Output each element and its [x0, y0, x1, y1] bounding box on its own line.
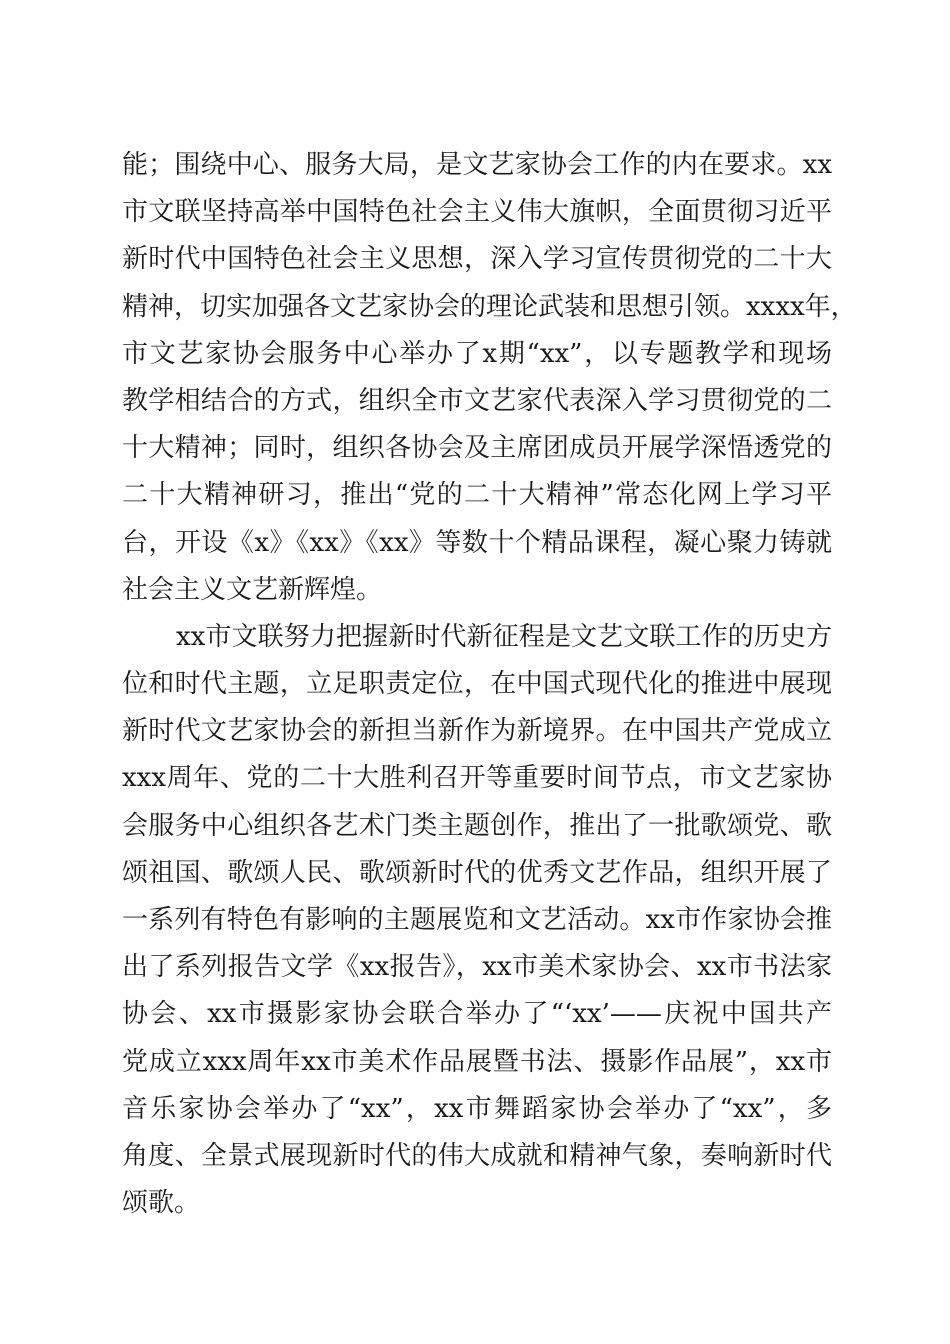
text-line: 教学相结合的方式，组织全市文艺家代表深入学习贯彻党的二 — [122, 385, 832, 416]
paragraph-2 — [122, 614, 832, 1227]
text-line: 角度、全景式展现新时代的伟大成就和精神气象，奏响新时代 — [122, 1140, 832, 1171]
text-line: 十大精神；同时，组织各协会及主席团成员开展学深悟透党的 — [122, 433, 832, 464]
text-line: 颂祖国、歌颂人民、歌颂新时代的优秀文艺作品，组织开展了 — [122, 857, 832, 888]
text-line: 二十大精神研习，推出“党的二十大精神”常态化网上学习平 — [122, 480, 832, 511]
text-line: 音乐家协会举办了“xx”，xx市舞蹈家协会举办了“xx”，多 — [122, 1093, 832, 1124]
text-line: xxx周年、党的二十大胜利召开等重要时间节点，市文艺家协 — [122, 763, 832, 794]
text-line: 台，开设《x》《xx》《xx》等数十个精品课程，凝心聚力铸就 — [122, 527, 832, 558]
text-line: 市文联坚持高举中国特色社会主义伟大旗帜，全面贯彻习近平 — [122, 197, 832, 228]
text-line: 新时代文艺家协会的新担当新作为新境界。在中国共产党成立 — [122, 716, 832, 747]
text-line: xx市文联努力把握新时代新征程是文艺文联工作的历史方 — [176, 621, 832, 652]
text-line: 位和时代主题，立足职责定位，在中国式现代化的推进中展现 — [122, 669, 832, 700]
text-line: 精神，切实加强各文艺家协会的理论武装和思想引领。xxxx年， — [122, 291, 857, 322]
text-line: 能；围绕中心、服务大局，是文艺家协会工作的内在要求。xx — [122, 150, 832, 180]
text-line: 出了系列报告文学《xx报告》，xx市美术家协会、xx市书法家 — [122, 952, 832, 983]
text-line: 社会主义文艺新辉煌。 — [122, 574, 383, 605]
text-line: 一系列有特色有影响的主题展览和文艺活动。xx市作家协会推 — [122, 905, 832, 935]
text-line: 协会、xx市摄影家协会联合举办了“‘xx’——庆祝中国共产 — [122, 999, 832, 1030]
document-body — [122, 142, 857, 1227]
text-line: 颂歌。 — [122, 1188, 201, 1219]
text-line: 党成立xxx周年xx市美术作品展暨书法、摄影作品展”，xx市 — [122, 1046, 832, 1077]
text-line: 新时代中国特色社会主义思想，深入学习宣传贯彻党的二十大 — [122, 244, 832, 275]
text-line: 市文艺家协会服务中心举办了x期“xx”，以专题教学和现场 — [122, 338, 832, 369]
text-line: 会服务中心组织各艺术门类主题创作，推出了一批歌颂党、歌 — [122, 810, 832, 841]
paragraph-1 — [122, 142, 857, 614]
